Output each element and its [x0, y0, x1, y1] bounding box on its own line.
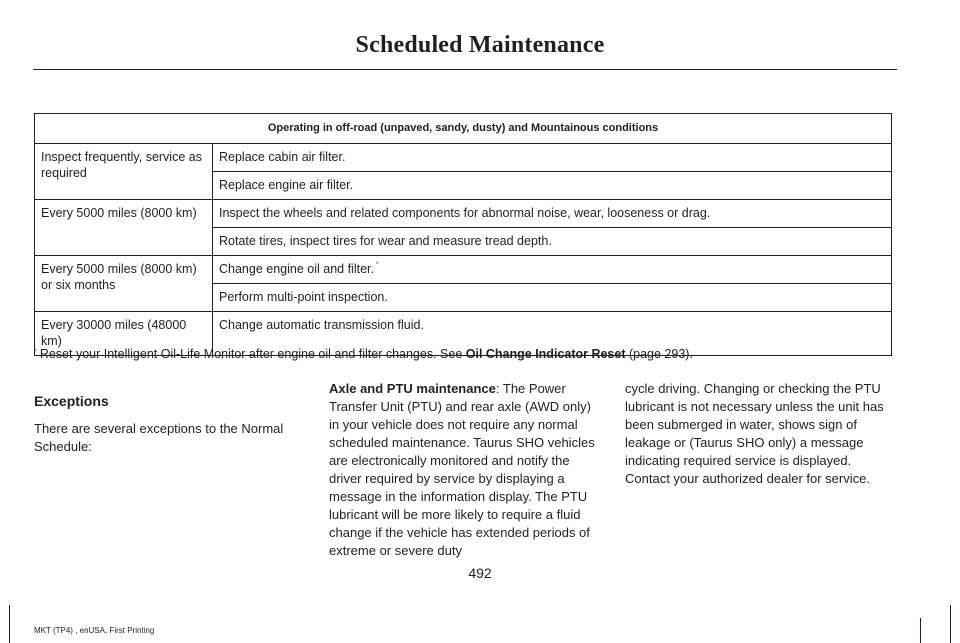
table-heading: Operating in off-road (unpaved, sandy, dusty) and Mountainous conditions — [35, 114, 892, 144]
exceptions-heading: Exceptions — [34, 393, 109, 409]
footnote-mark: * — [34, 349, 37, 355]
action-text: Change engine oil and filter. — [219, 262, 374, 276]
table-row — [35, 144, 892, 172]
crop-mark — [950, 605, 951, 643]
action-cell: Replace engine air filter. — [213, 172, 892, 200]
interval-cell: Every 30000 miles (48000 km) — [35, 312, 213, 356]
footnote-page: (page 293). — [625, 347, 693, 361]
exceptions-intro: There are several exceptions to the Normal Schedule: — [34, 421, 284, 454]
interval-cell: Inspect frequently, service as required — [35, 144, 213, 200]
action-cell: Replace cabin air filter. — [213, 144, 892, 172]
axle-text: : The Power Transfer Unit (PTU) and rear axle (AWD only) in your vehicle does not require any normal scheduled maintenance. Taurus SHO vehicles are electronically monitored and notify the driver required by service by displaying a message in the information display. The PTU lubricant will be more likely to require a fluid change if the vehicle has extended periods of extreme or severe duty — [329, 381, 595, 558]
action-cell: Rotate tires, inspect tires for wear and measure tread depth. — [213, 228, 892, 256]
action-cell: Perform multi-point inspection. — [213, 284, 892, 312]
interval-cell: Every 5000 miles (8000 km) or six months — [35, 256, 213, 312]
action-cell: Change automatic transmission fluid. — [213, 312, 892, 356]
column-1 — [34, 380, 304, 456]
page-title: Scheduled Maintenance — [355, 32, 605, 58]
crop-mark — [9, 605, 10, 643]
maintenance-table — [34, 113, 892, 356]
page-number: 492 — [468, 565, 492, 581]
axle-label: Axle and PTU maintenance — [329, 381, 496, 396]
axle-paragraph — [329, 380, 603, 560]
axle-paragraph-continued: cycle driving. Changing or checking the PTU lubricant is not necessary unless the unit has been submerged in water, shows sign of leakage or (Taurus SHO only) a message indicating required service is displayed. Contact your authorized dealer for service. — [625, 381, 884, 486]
table-row — [35, 200, 892, 228]
footnote-reference: Oil Change Indicator Reset — [465, 347, 626, 361]
column-2 — [329, 380, 603, 560]
column-3 — [625, 380, 897, 488]
table-row — [35, 256, 892, 284]
action-cell — [213, 256, 892, 284]
edition-info: MKT (TP4) , enUSA, First Printing — [34, 626, 155, 635]
interval-cell: Every 5000 miles (8000 km) — [35, 200, 213, 256]
footnote-text: Reset your Intelligent Oil-Life Monitor after engine oil and filter changes. See — [36, 347, 466, 361]
crop-mark — [920, 618, 921, 643]
header-rule — [33, 69, 897, 70]
action-cell: Inspect the wheels and related components for abnormal noise, wear, looseness or drag. — [213, 200, 892, 228]
table-footnote — [34, 347, 693, 361]
table-heading-row — [35, 114, 892, 144]
footnote-marker: * — [375, 262, 379, 268]
